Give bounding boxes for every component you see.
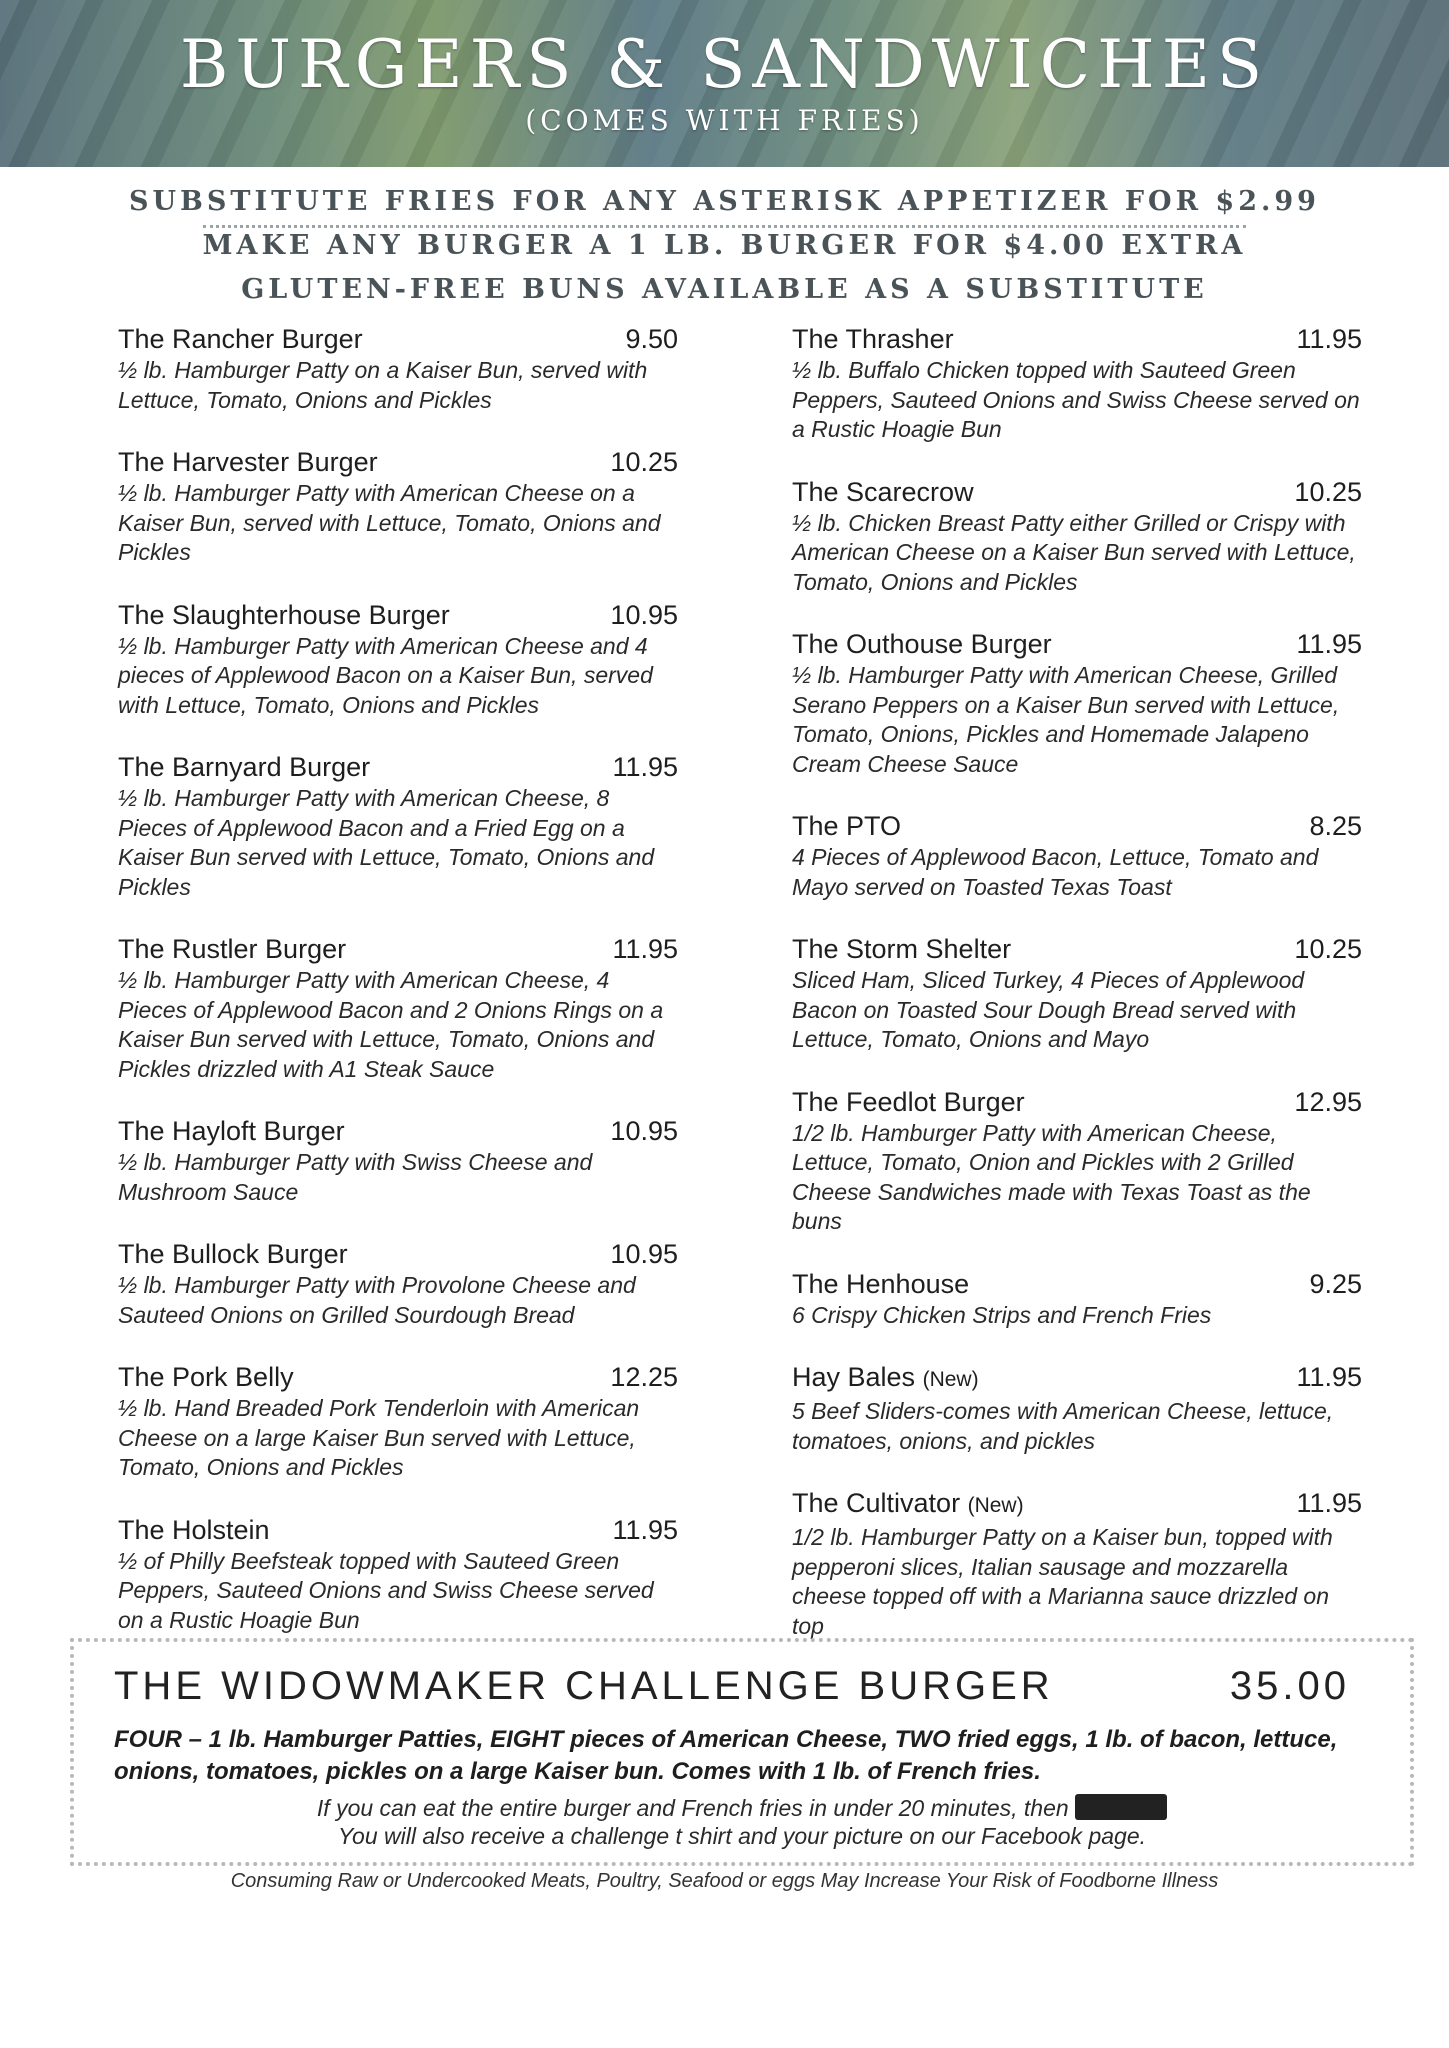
item-price: 10.25 bbox=[610, 447, 678, 477]
menu-item bbox=[118, 445, 678, 568]
item-price: 9.25 bbox=[1309, 1268, 1362, 1299]
item-price: 10.25 bbox=[1294, 934, 1362, 964]
item-name: The Barnyard Burger bbox=[118, 752, 371, 782]
item-price: 12.95 bbox=[1294, 1086, 1362, 1117]
item-price: 11.95 bbox=[1296, 324, 1362, 354]
menu-item bbox=[792, 932, 1362, 1055]
menu-item bbox=[792, 475, 1362, 598]
item-description: ½ lb. Hamburger Patty on a Kaiser Bun, served with Lettuce, Tomato, Onions and Pickles bbox=[118, 357, 648, 413]
item-name: The Feedlot Burger bbox=[792, 1086, 1025, 1117]
note-one-lb-burger: MAKE ANY BURGER A 1 LB. BURGER FOR $4.00 EXTRA bbox=[0, 224, 1449, 268]
item-price: 10.95 bbox=[610, 1239, 678, 1269]
item-name: The Cultivator (New) bbox=[792, 1488, 1024, 1518]
item-description: Sliced Ham, Sliced Turkey, 4 Pieces of Applewood Bacon on Toasted Sour Dough Bread served with Lettuce, Tomato, Onions and Mayo bbox=[792, 967, 1305, 1052]
item-description: ½ lb. Hamburger Patty with Swiss Cheese and Mushroom Sauce bbox=[118, 1149, 593, 1205]
item-name: The Outhouse Burger bbox=[792, 629, 1052, 659]
item-description: ½ lb. Hamburger Patty with American Cheese, 4 Pieces of Applewood Bacon and 2 Onions Rings on a Kaiser Bun served with Lettuce, Tomato, Onions and Pickles drizzled with A1 Steak Sauce bbox=[118, 967, 664, 1082]
item-name: The Rustler Burger bbox=[118, 934, 347, 964]
page-subtitle: (COMES WITH FRIES) bbox=[525, 104, 924, 137]
challenge-conditions bbox=[74, 1794, 1410, 1850]
item-price: 10.95 bbox=[610, 599, 678, 630]
page-title: BURGERS & SANDWICHES bbox=[179, 26, 1270, 103]
item-name: The Holstein bbox=[118, 1514, 270, 1545]
menu-item bbox=[118, 598, 678, 721]
item-name: The Bullock Burger bbox=[118, 1239, 348, 1269]
item-name: The Thrasher bbox=[792, 324, 954, 354]
redaction-mark bbox=[1075, 1794, 1167, 1820]
item-name: The Pork Belly bbox=[118, 1362, 294, 1392]
item-description: ½ lb. Buffalo Chicken topped with Sauteed Green Peppers, Sauteed Onions and Swiss Cheese served on a Rustic Hoagie Bun bbox=[792, 357, 1360, 442]
menu-notes bbox=[0, 180, 1449, 312]
item-description: ½ lb. Hand Breaded Pork Tenderloin with American Cheese on a large Kaiser Bun served with Lettuce, Tomato, Onions and Pickles bbox=[118, 1395, 640, 1480]
item-price: 10.25 bbox=[1294, 476, 1362, 507]
item-price: 12.25 bbox=[610, 1362, 678, 1392]
menu-item bbox=[118, 322, 678, 415]
item-description: ½ lb. Hamburger Patty with American Cheese, Grilled Serano Peppers on a Kaiser Bun served with Lettuce, Tomato, Onions, Pickles and Homemade Jalapeno Cream Cheese Sauce bbox=[792, 662, 1340, 777]
item-price: 11.95 bbox=[1296, 629, 1362, 659]
item-description: 1/2 lb. Hamburger Patty on a Kaiser bun, topped with pepperoni slices, Italian sausage and mozzarella cheese topped off with a Marianna sauce drizzled on top bbox=[792, 1524, 1333, 1639]
item-name: Hay Bales (New) bbox=[792, 1362, 979, 1392]
item-price: 9.50 bbox=[625, 324, 678, 354]
menu-item bbox=[792, 1486, 1362, 1641]
note-substitute-fries: SUBSTITUTE FRIES FOR ANY ASTERISK APPETIZER FOR $2.99 bbox=[129, 186, 1320, 217]
item-description: 6 Crispy Chicken Strips and French Fries bbox=[792, 1301, 1212, 1328]
right-menu-column bbox=[792, 322, 1362, 1671]
item-price: 8.25 bbox=[1309, 811, 1362, 841]
item-name: The Scarecrow bbox=[792, 476, 974, 507]
item-description: ½ lb. Chicken Breast Patty either Grilled or Crispy with American Cheese on a Kaiser Bun served with Lettuce, Tomato, Onions and Pickles bbox=[792, 509, 1356, 595]
menu-item bbox=[118, 750, 678, 902]
challenge-price: 35.00 bbox=[1229, 1664, 1350, 1708]
item-description: 1/2 lb. Hamburger Patty with American Cheese, Lettuce, Tomato, Onion and Pickles with 2 Grilled Cheese Sandwiches made with Texas Toast as the buns bbox=[792, 1119, 1311, 1234]
new-tag: (New) bbox=[922, 1368, 979, 1391]
item-price: 11.95 bbox=[612, 752, 678, 782]
item-name: The Henhouse bbox=[792, 1268, 970, 1299]
item-name: The Storm Shelter bbox=[792, 934, 1012, 964]
new-tag: (New) bbox=[967, 1494, 1024, 1517]
item-description: ½ lb. Hamburger Patty with American Cheese, 8 Pieces of Applewood Bacon and a Fried Egg on a Kaiser Bun served with Lettuce, Tomato, Onions and Pickles bbox=[118, 785, 655, 900]
item-description: ½ of Philly Beefsteak topped with Sauteed Green Peppers, Sauteed Onions and Swiss Cheese served on a Rustic Hoagie Bun bbox=[118, 1547, 654, 1633]
menu-item bbox=[118, 1237, 678, 1330]
item-price: 11.95 bbox=[1296, 1362, 1362, 1392]
item-price: 10.95 bbox=[610, 1116, 678, 1146]
item-name: The Hayloft Burger bbox=[118, 1116, 345, 1146]
widowmaker-challenge-box bbox=[70, 1638, 1414, 1866]
item-price: 11.95 bbox=[612, 934, 678, 964]
menu-item bbox=[118, 932, 678, 1084]
menu-item bbox=[792, 1085, 1362, 1237]
menu-item bbox=[792, 809, 1362, 902]
menu-item bbox=[118, 1114, 678, 1207]
note-gluten-free: GLUTEN-FREE BUNS AVAILABLE AS A SUBSTITUTE bbox=[241, 274, 1208, 305]
item-description: ½ lb. Hamburger Patty with Provolone Cheese and Sauteed Onions on Grilled Sourdough Bread bbox=[118, 1272, 636, 1328]
menu-item bbox=[118, 1513, 678, 1636]
left-menu-column bbox=[118, 322, 678, 1665]
item-description: ½ lb. Hamburger Patty with American Cheese on a Kaiser Bun, served with Lettuce, Tomato, Onions and Pickles bbox=[118, 480, 661, 565]
challenge-condition-line: If you can eat the entire burger and French fries in under 20 minutes, then bbox=[74, 1794, 1410, 1822]
menu-item bbox=[792, 627, 1362, 779]
item-price: 11.95 bbox=[612, 1514, 678, 1545]
health-disclaimer: Consuming Raw or Undercooked Meats, Poultry, Seafood or eggs May Increase Your Risk of Foodborne Illness bbox=[230, 1870, 1219, 1892]
header-banner bbox=[0, 0, 1449, 167]
item-description: ½ lb. Hamburger Patty with American Cheese and 4 pieces of Applewood Bacon on a Kaiser Bun, served with Lettuce, Tomato, Onions and Pickles bbox=[118, 632, 653, 718]
item-description: 4 Pieces of Applewood Bacon, Lettuce, Tomato and Mayo served on Toasted Texas Toast bbox=[792, 844, 1319, 900]
item-price: 11.95 bbox=[1296, 1488, 1362, 1518]
menu-item bbox=[792, 322, 1362, 445]
challenge-description: FOUR – 1 lb. Hamburger Patties, EIGHT pieces of American Cheese, TWO fried eggs, 1 lb. of bacon, lettuce, onions, tomatoes, pickles on a large Kaiser bun. Comes with 1 lb. of French fries. bbox=[114, 1726, 1338, 1785]
item-description: 5 Beef Sliders-comes with American Cheese, lettuce, tomatoes, onions, and pickles bbox=[792, 1398, 1334, 1454]
item-name: The Harvester Burger bbox=[118, 447, 378, 477]
item-name: The Slaughterhouse Burger bbox=[118, 599, 450, 630]
menu-item bbox=[118, 1360, 678, 1483]
challenge-title: THE WIDOWMAKER CHALLENGE BURGER bbox=[114, 1664, 1054, 1708]
challenge-header bbox=[114, 1664, 1350, 1709]
menu-item bbox=[792, 1267, 1362, 1331]
item-name: The Rancher Burger bbox=[118, 324, 363, 354]
menu-item bbox=[792, 1360, 1362, 1456]
item-name: The PTO bbox=[792, 811, 902, 841]
challenge-condition-line: You will also receive a challenge t shirt and your picture on our Facebook page. bbox=[337, 1823, 1147, 1849]
